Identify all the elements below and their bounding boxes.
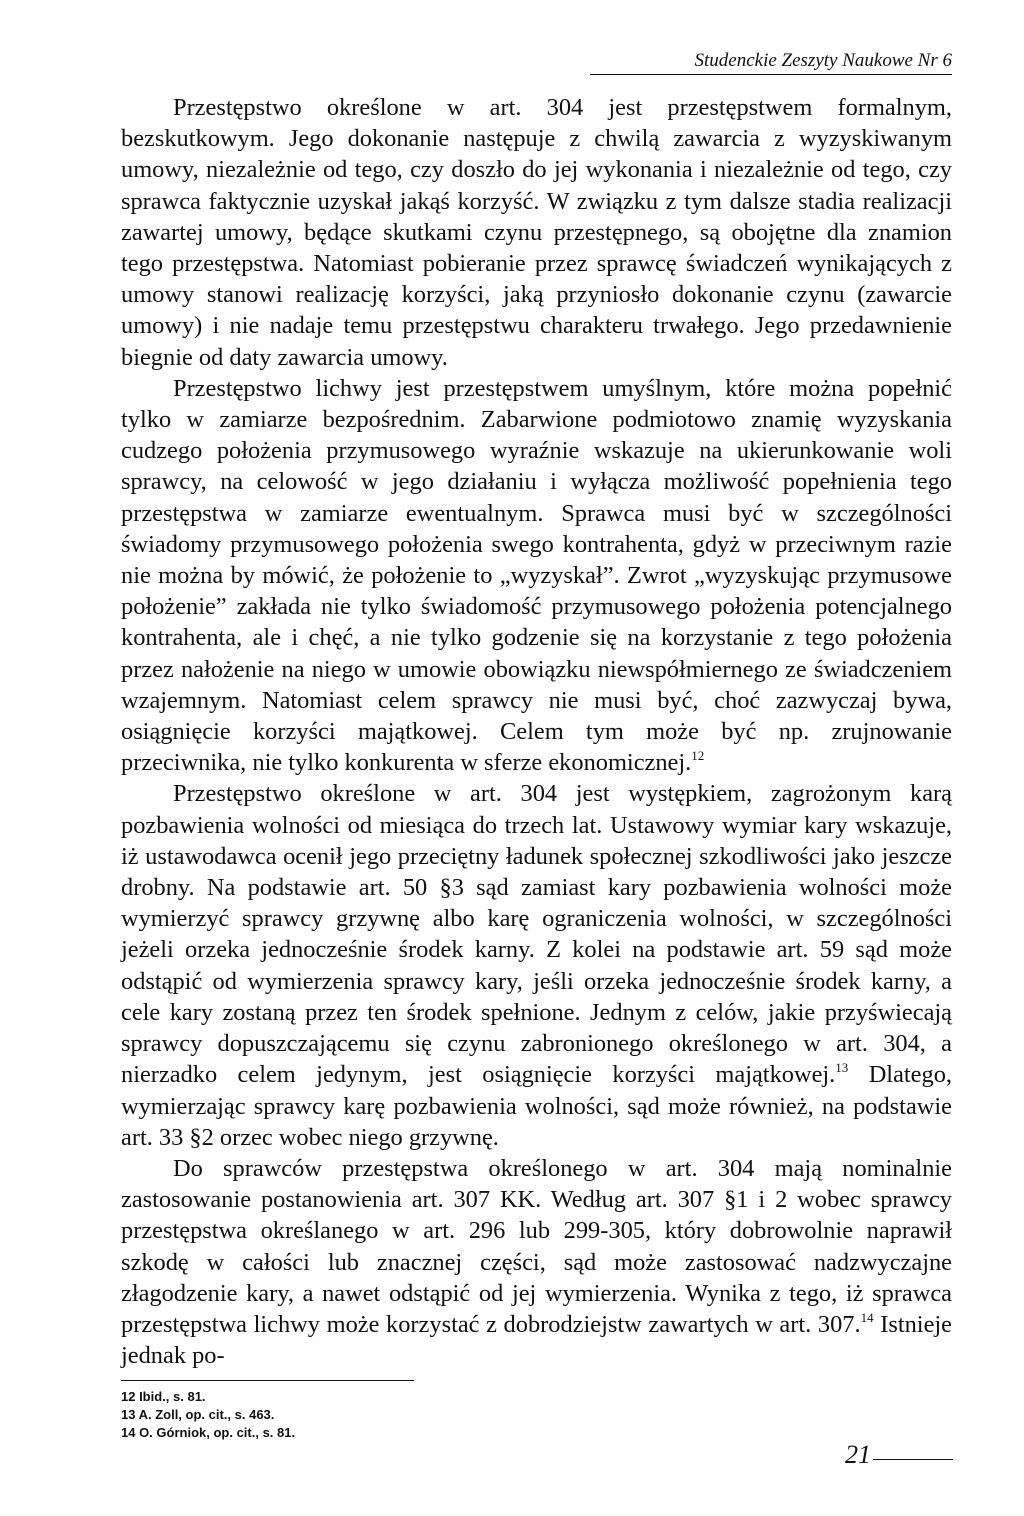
paragraph-text: Przestępstwo określone w art. 304 jest występkiem, zagrożonym karą pozbawienia wolności od miesiąca do trzech lat. Ustawowy wymiar kary wskazuje, iż ustawodawca ocenił jego przeciętny ładunek społecznej szkodliwości jako jeszcze drobny. Na podstawie art. 50 §3 sąd zamiast kary pozbawienia wolności może wymierzyć sprawcy grzywnę albo karę ograniczenia wolności, w szczególności jeżeli orzeka jednocześnie środek karny. Z kolei na podstawie art. 59 sąd może odstąpić od wymierzenia sprawcy kary, jeśli orzeka jednocześnie środek karny, a cele kary zostaną przez ten środek spełnione. Jednym z celów, jakie przyświecają sprawcy dopuszczającemu się czynu zabronionego określonego w art. 304, a nierzadko celem jedynym, jest osiągnięcie korzyści majątkowej. <box>121 780 952 1089</box>
footnote-mark: 13 <box>835 1060 849 1076</box>
paragraph <box>121 778 952 1152</box>
paragraph-text: Przestępstwo lichwy jest przestępstwem umyślnym, które można popełnić tylko w zamiarze bezpośrednim. Zabarwione podmiotowo znamię wyzyskania cudzego położenia przymusowego wyraźnie wskazuje na ukierunkowanie woli sprawcy, na celowość w jego działaniu i wyłącza możliwość popełnienia tego przestępstwa w zamiarze ewentualnym. Sprawca musi być w szczególności świadomy przymusowego położenia swego kontrahenta, gdyż w przeciwnym razie nie można by mówić, że położenie to „wyzyskał”. Zwrot „wyzyskując przymusowe położenie” zakłada nie tylko świadomość przymusowego położenia potencjalnego kontrahenta, ale i chęć, a nie tylko godzenie się na korzystanie z tego położenia przez nałożenie na niego w umowie obowiązku niewspółmiernego ze świadczeniem wzajemnym. Natomiast celem sprawcy nie musi być, choć zazwyczaj bywa, osiągnięcie korzyści majątkowej. Celem tym może być np. zrujnowanie przeciwnika, nie tylko konkurenta w sferze ekonomicznej. <box>121 374 952 777</box>
paragraph <box>121 373 952 779</box>
paragraph-text: Dlatego, wymierzając sprawcy karę pozbawienia wolności, sąd może również, na podstawie art. 33 §2 orzec wobec niego grzywnę. <box>121 1061 952 1151</box>
footnotes <box>121 1388 295 1442</box>
paragraph <box>121 1153 952 1371</box>
page-number: 21 <box>845 1440 871 1469</box>
page-number-rule <box>873 1459 953 1460</box>
footnote-mark: 14 <box>860 1309 874 1325</box>
footnote-separator <box>121 1380 414 1381</box>
footnote-mark: 12 <box>691 748 705 764</box>
body-text <box>121 92 952 1371</box>
footnote: 14 O. Górniok, op. cit., s. 81. <box>121 1425 296 1440</box>
paragraph-text: Przestępstwo określone w art. 304 jest przestępstwem formalnym, bezskutkowym. Jego dokonanie następuje z chwilą zawarcia z wyzyskiwanym umowy, niezależnie od tego, czy doszło do jej wykonania i niezależnie od tego, czy sprawca faktycznie uzyskał jakąś korzyść. W związku z tym dalsze stadia realizacji zawartej umowy, będące skutkami czynu przestępnego, są obojętne dla znamion tego przestępstwa. Natomiast pobieranie przez sprawcę świadczeń wynikających z umowy stanowi realizację korzyści, jaką przyniosło dokonanie czynu (zawarcie umowy) i nie nadaje temu przestępstwu charakteru trwałego. Jego przedawnienie biegnie od daty zawarcia umowy. <box>121 94 952 371</box>
paragraph <box>121 92 952 373</box>
running-header: Studenckie Zeszyty Naukowe Nr 6 <box>590 50 952 75</box>
footnote: 12 Ibid., s. 81. <box>121 1389 206 1404</box>
footnote: 13 A. Zoll, op. cit., s. 463. <box>121 1407 275 1422</box>
paragraph-text: Istnieje jednak po- <box>121 1310 952 1370</box>
paragraph-text: Do sprawców przestępstwa określonego w art. 304 mają nominalnie zastosowanie postanowienia art. 307 KK. Według art. 307 §1 i 2 wobec sprawcy przestępstwa określanego w art. 296 lub 299-305, który dobrowolnie naprawił szkodę w całości lub znacznej części, sąd może zastosować nadzwyczajne złagodzenie kary, a nawet odstąpić od jej wymierzenia. Wynika z tego, iż sprawca przestępstwa lichwy może korzystać z dobrodziejstw zawartych w art. 307. <box>121 1154 952 1338</box>
